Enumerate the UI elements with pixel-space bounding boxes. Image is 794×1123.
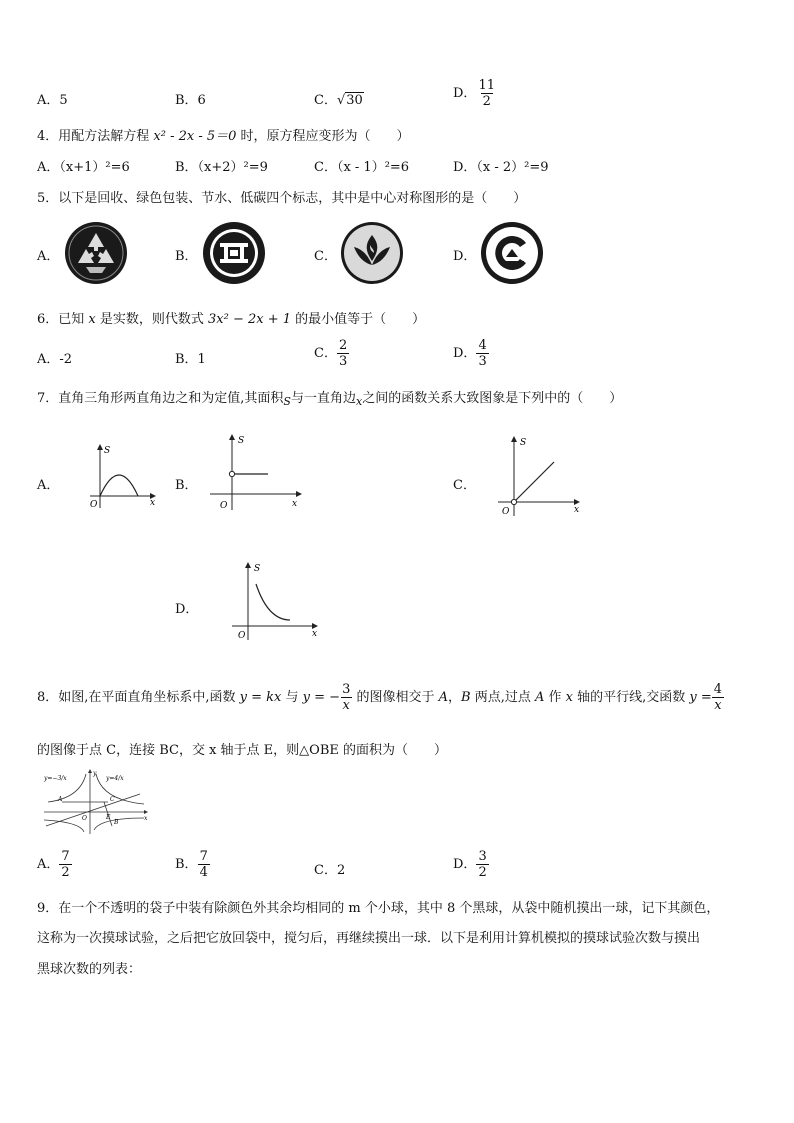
q8-text-b: 与 (281, 690, 303, 705)
q8-option-d-num: 3 (478, 849, 487, 864)
q3-option-d-den: 2 (482, 94, 491, 109)
q7-var-s: S (283, 395, 291, 408)
origin-label: O (238, 631, 246, 641)
q8-option-b-den: 4 (199, 865, 208, 880)
q5-option-a-label: A． (37, 249, 60, 264)
q5-option-b-label: B． (175, 249, 198, 264)
q6-option-c-label: C． (314, 346, 337, 361)
q7-stem-b: 与一直角边 (290, 391, 356, 406)
label-c: C (110, 796, 115, 803)
axis-s-label: S (238, 436, 245, 446)
label-b: B (114, 819, 119, 826)
q9-line-1: 9．在一个不透明的袋子中装有除颜色外其余均相同的 m 个小球，其中 8 个黑球，从袋中随机摸出一球，记下其颜色， (37, 901, 720, 916)
q8-figure (40, 768, 152, 836)
q8-option-b-num: 7 (199, 849, 208, 864)
label-y: y (93, 770, 97, 777)
q8-text-c: 的图像相交于 (352, 690, 439, 705)
axis-x-label: x (150, 498, 156, 508)
q4-option-c: C．（x - 1）²=6 (314, 160, 410, 175)
q3-option-b: B．6 (175, 93, 206, 108)
open-endpoint (229, 471, 234, 476)
q6-option-d (453, 338, 489, 369)
q5-stem: 5．以下是回收、绿色包装、节水、低碳四个标志，其中是中心对称图形的是（ ） (37, 191, 527, 206)
q6-stem-b: 是实数，则代数式 (95, 312, 209, 327)
q8-function-2-den: x (342, 698, 350, 713)
label-x: x (144, 815, 148, 822)
q8-text-a: 8．如图,在平面直角坐标系中,函数 (37, 690, 240, 705)
axis-x-label: x (292, 499, 298, 509)
q5-option-c-label: C． (314, 249, 337, 264)
q7-stem-a: 7．直角三角形两直角边之和为定值,其面积 (37, 391, 284, 406)
q3-option-a: A．5 (37, 93, 68, 108)
q8-function-2-num: 3 (342, 682, 351, 697)
q7-stem-c: 之间的函数关系大致图象是下列中的（ ） (362, 391, 623, 406)
axis-x-label: x (312, 629, 318, 639)
q3-option-d-num: 11 (478, 78, 495, 93)
q6-expression: 3x² − 2x + 1 (208, 312, 292, 327)
curve-neg3-right (94, 818, 144, 830)
q8-text-g: 轴的平行线,交函数 (572, 690, 690, 705)
origin-label: O (90, 500, 98, 510)
q8-function-3-den: x (714, 698, 722, 713)
q8-var-x: x (565, 690, 573, 705)
q7-stem (37, 387, 622, 408)
origin-label: O (220, 501, 228, 511)
axis-s-label: S (104, 446, 111, 456)
origin-label: O (502, 507, 510, 517)
q8-function-1: y = kx (239, 690, 282, 705)
label-o: O (82, 815, 87, 822)
q7-graph-b (206, 430, 306, 514)
q7-var-x: x (355, 395, 363, 408)
q8-function-2-prefix: y = − (302, 690, 341, 705)
q6-option-c (314, 338, 349, 369)
decreasing-curve (256, 584, 290, 620)
q8-text-e: 两点,过点 (470, 690, 535, 705)
sqrt-symbol: √ (336, 93, 346, 108)
q8-point-a-2: A (534, 690, 545, 705)
q3-option-d (453, 78, 497, 109)
q7-graph-c (494, 432, 586, 520)
q8-point-a: A (438, 690, 448, 705)
q7-option-c-label: C． (453, 478, 476, 493)
q8-option-a-den: 2 (61, 865, 70, 880)
linear-line (514, 462, 554, 502)
q6-stem-a: 6．已知 (37, 312, 89, 327)
q8-point-b: B (461, 690, 471, 705)
q8-option-b (175, 849, 210, 880)
q7-graph-a (86, 438, 162, 512)
q6-option-c-den: 3 (338, 354, 348, 369)
q8-option-c: C．2 (314, 863, 346, 878)
q8-stem-line2: 的图像于点 C，连接 BC，交 x 轴于点 E，则△OBE 的面积为（ ） (37, 743, 448, 758)
q6-option-c-num: 2 (338, 338, 348, 353)
q8-function-3-num: 4 (713, 682, 723, 697)
q8-option-d-label: D． (453, 857, 477, 872)
q8-option-d-den: 2 (478, 865, 487, 880)
q3-option-c-label: C． (314, 93, 337, 108)
label-a: A (58, 796, 63, 803)
axis-x-label: x (574, 505, 580, 515)
q8-text-d: ， (448, 690, 462, 705)
q6-option-d-den: 3 (478, 354, 487, 369)
q3-option-d-label: D． (453, 86, 477, 101)
water-saving-logo-icon (340, 221, 404, 285)
q8-stem-line1 (37, 680, 724, 716)
q5-option-d-label: D． (453, 249, 477, 264)
q8-option-a-label: A． (37, 857, 60, 872)
q9-line-2: 这称为一次摸球试验，之后把它放回袋中，搅匀后，再继续摸出一球．以下是利用计算机模拟的摸球试验次数与摸出 (37, 931, 701, 946)
q8-option-b-label: B． (175, 857, 198, 872)
q6-stem-c: 的最小值等于（ ） (291, 312, 426, 327)
q8-option-a-num: 7 (61, 849, 70, 864)
q7-option-a-label: A． (37, 478, 60, 493)
q6-variable: x (88, 312, 96, 327)
axis-s-label: S (520, 438, 527, 448)
q6-option-b: B．1 (175, 352, 206, 367)
q4-stem-b: 时，原方程应变形为（ ） (236, 129, 410, 144)
recycle-logo-icon (64, 221, 128, 285)
q3-option-c (314, 89, 364, 108)
q7-option-d-label: D． (175, 602, 199, 617)
q4-stem-a: 4．用配方法解方程 (37, 129, 154, 144)
open-endpoint (511, 499, 516, 504)
label-f2: y=−3/x (44, 775, 67, 782)
curve-4-left (44, 820, 84, 832)
parabola-curve (100, 475, 138, 496)
q4-stem (37, 125, 410, 144)
q6-stem (37, 308, 425, 327)
q4-option-d: D．（x - 2）²=9 (453, 160, 549, 175)
green-package-logo-icon (202, 221, 266, 285)
label-f3: y=4/x (106, 775, 124, 782)
q6-option-a: A．-2 (37, 352, 73, 367)
low-carbon-logo-icon (480, 221, 544, 285)
q4-equation: x² - 2x - 5＝0 (153, 129, 237, 144)
axis-s-label: S (254, 564, 261, 574)
q8-text-f: 作 (544, 690, 566, 705)
q7-graph-d (228, 558, 324, 644)
q9-line-3: 黑球次数的列表： (37, 962, 142, 977)
q4-option-a: A．（x+1）²=6 (37, 160, 130, 175)
q4-option-b: B．（x+2）²=9 (175, 160, 268, 175)
q3-option-c-value: 30 (346, 93, 363, 108)
q8-option-a (37, 849, 72, 880)
q6-option-d-label: D． (453, 346, 477, 361)
q8-function-3-prefix: y = (689, 690, 712, 705)
q8-option-d (453, 849, 489, 880)
q7-option-b-label: B． (175, 478, 198, 493)
q6-option-d-num: 4 (478, 338, 487, 353)
label-e: E (106, 814, 111, 821)
